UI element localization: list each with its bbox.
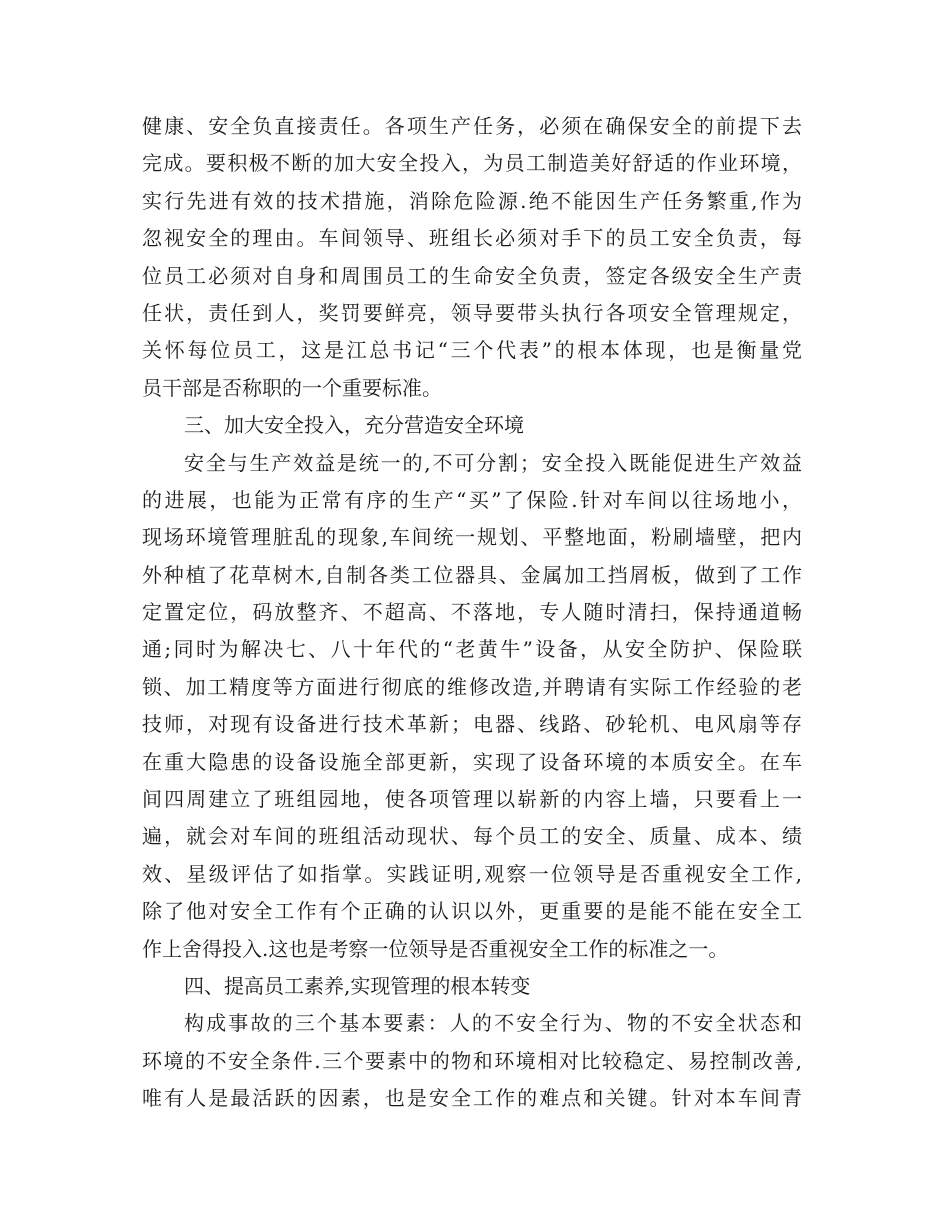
text-line: 任状，责任到人，奖罚要鲜亮，领导要带头执行各项安全管理规定， (142, 300, 802, 325)
text-line: 的进展，也能为正常有序的生产“买”了保险.针对车间以往场地小， (142, 487, 802, 512)
text-line: 现场环境管理脏乱的现象,车间统一规划、平整地面，粉刷墙壁，把内 (142, 525, 802, 550)
text-line: 环境的不安全条件.三个要素中的物和环境相对比较稳定、易控制改善, (142, 1048, 802, 1073)
text-line: 唯有人是最活跃的因素，也是安全工作的难点和关键。针对本车间青 (142, 1086, 802, 1111)
text-line: 忽视安全的理由。车间领导、班组长必须对手下的员工安全负责，每 (142, 226, 802, 251)
text-line: 位员工必须对自身和周围员工的生命安全负责，签定各级安全生产责 (142, 263, 802, 288)
text-line: 技师，对现有设备进行技术革新；电器、线路、砂轮机、电风扇等存 (142, 712, 802, 737)
text-line: 安全与生产效益是统一的,不可分割；安全投入既能促进生产效益 (184, 450, 802, 475)
text-line: 关怀每位员工，这是江总书记“三个代表”的根本体现，也是衡量党 (142, 338, 802, 363)
body-text (142, 108, 802, 1118)
text-line: 外种植了花草树木,自制各类工位器具、金属加工挡屑板，做到了工作 (142, 562, 802, 587)
section-heading: 四、提高员工素养,实现管理的根本转变 (184, 973, 531, 998)
text-line: 定置定位，码放整齐、不超高、不落地，专人随时清扫，保持通道畅 (142, 600, 802, 625)
text-line: 作上舍得投入.这也是考察一位领导是否重视安全工作的标准之一。 (142, 936, 729, 961)
section-heading: 三、加大安全投入，充分营造安全环境 (184, 413, 524, 438)
text-line: 实行先进有效的技术措施，消除危险源.绝不能因生产任务繁重,作为 (142, 188, 802, 213)
text-line: 效、星级评估了如指掌。实践证明,观察一位领导是否重视安全工作, (142, 861, 802, 886)
text-line: 遍，就会对车间的班组活动现状、每个员工的安全、质量、成本、绩 (142, 824, 802, 849)
text-line: 除了他对安全工作有个正确的认识以外，更重要的是能不能在安全工 (142, 899, 802, 924)
text-line: 在重大隐患的设备设施全部更新，实现了设备环境的本质安全。在车 (142, 749, 802, 774)
text-line: 健康、安全负直接责任。各项生产任务，必须在确保安全的前提下去 (142, 114, 802, 138)
text-line: 通;同时为解决七、八十年代的“老黄牛”设备，从安全防护、保险联 (142, 637, 802, 662)
text-line: 间四周建立了班组园地，使各项管理以崭新的内容上墙，只要看上一 (142, 787, 802, 812)
text-line: 员干部是否称职的一个重要标准。 (142, 375, 442, 400)
text-line: 完成。要积极不断的加大安全投入，为员工制造美好舒适的作业环境， (142, 151, 802, 176)
text-line: 锁、加工精度等方面进行彻底的维修改造,并聘请有实际工作经验的老 (142, 674, 802, 699)
text-line: 构成事故的三个基本要素：人的不安全行为、物的不安全状态和 (184, 1011, 802, 1036)
